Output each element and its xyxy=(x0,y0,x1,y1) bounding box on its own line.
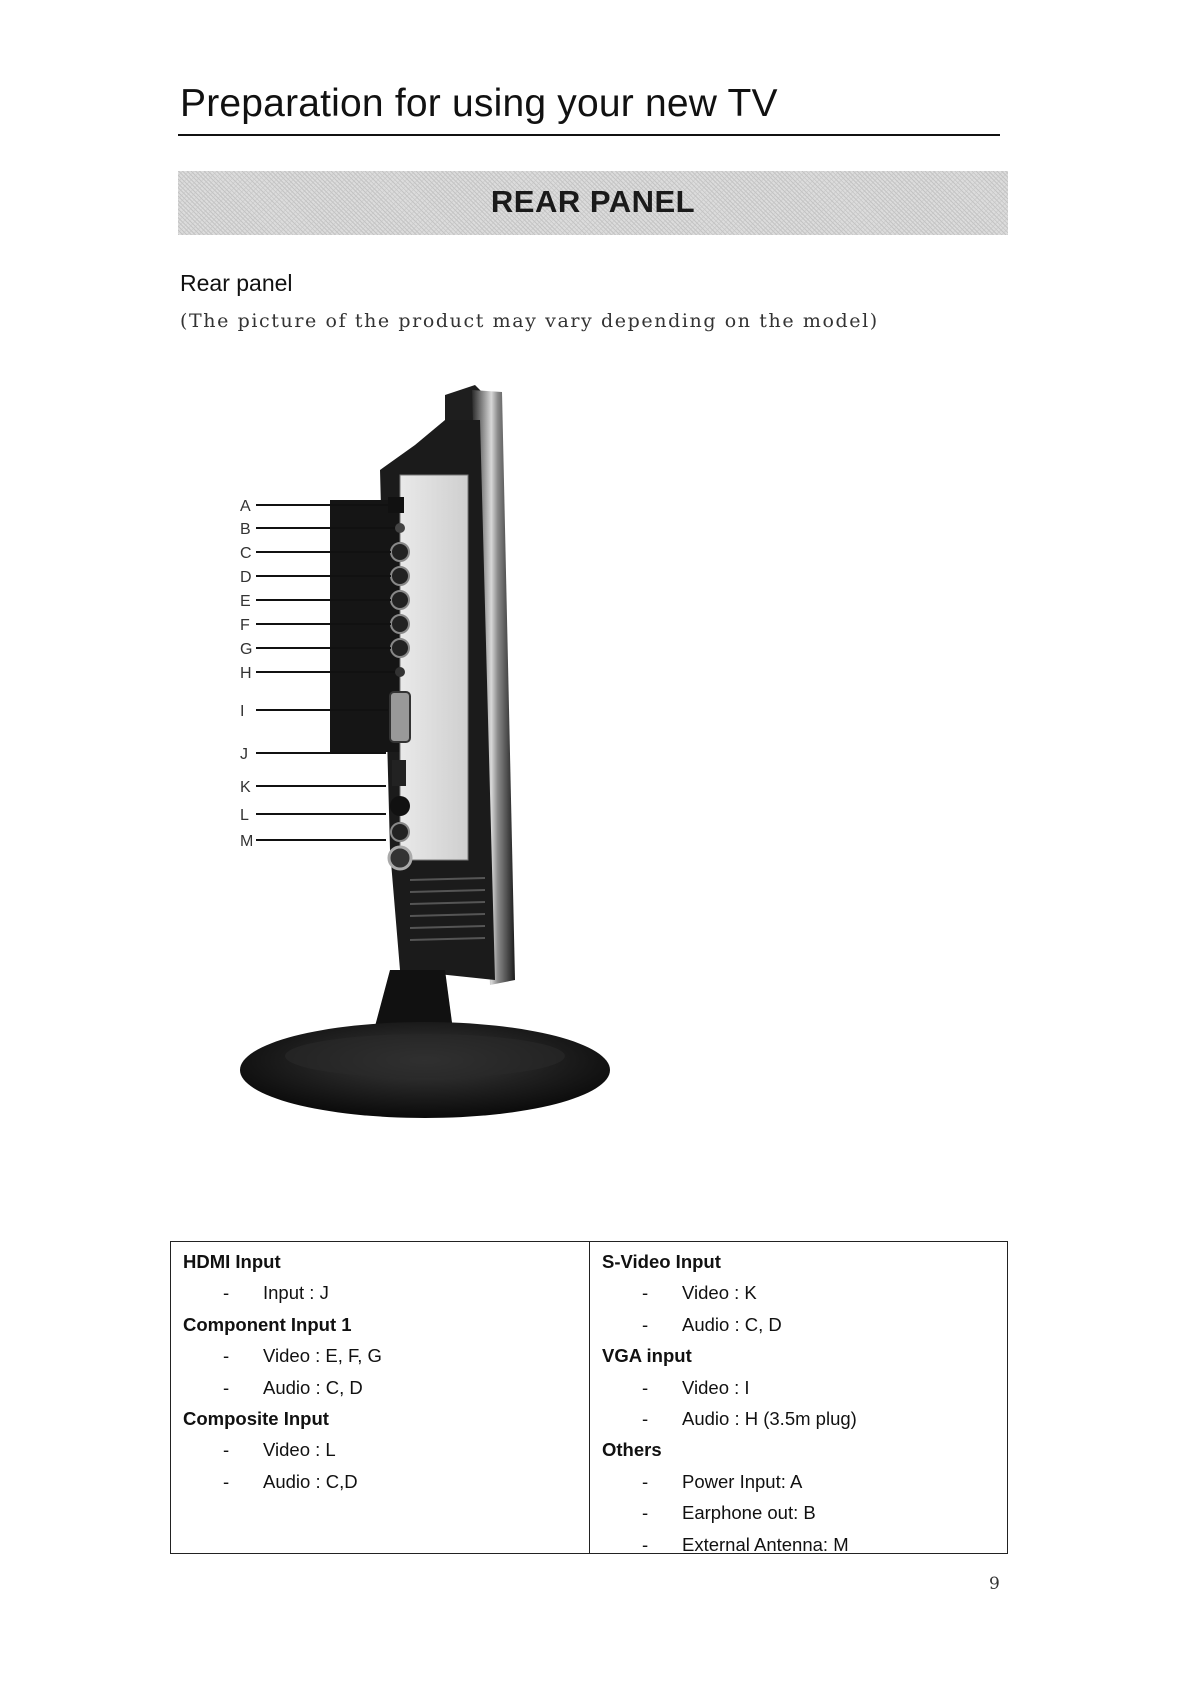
tv-side-view-illustration xyxy=(240,380,680,1170)
callout-label-j: J xyxy=(240,746,248,763)
page-title: Preparation for using your new TV xyxy=(180,82,778,125)
table-group-heading: Composite Input xyxy=(183,1407,329,1429)
minijack-port-icon xyxy=(395,667,405,677)
table-item-text: Video : L xyxy=(263,1439,336,1461)
table-item xyxy=(602,1529,997,1560)
table-item xyxy=(602,1403,997,1434)
table-item xyxy=(602,1466,997,1497)
callout-label-h: H xyxy=(240,665,252,682)
bullet-dash: - xyxy=(223,1439,230,1461)
table-item xyxy=(183,1466,579,1497)
earphone-port-icon xyxy=(395,523,405,533)
section-heading: Rear panel xyxy=(180,270,293,296)
rca-port-icon xyxy=(391,591,409,609)
table-item-text: Audio : C, D xyxy=(682,1313,782,1335)
table-item xyxy=(602,1497,997,1528)
callout-label-c: C xyxy=(240,545,252,562)
callout-label-d: D xyxy=(240,569,252,586)
table-item xyxy=(602,1372,997,1403)
table-item-text: Audio : H (3.5m plug) xyxy=(682,1407,857,1429)
vga-port-icon xyxy=(390,692,410,742)
callout-label-k: K xyxy=(240,779,251,796)
table-item-text: Earphone out: B xyxy=(682,1502,816,1524)
table-item-text: Audio : C,D xyxy=(263,1470,358,1492)
callout-label-b: B xyxy=(240,521,251,538)
tv-rear-panel-figure xyxy=(240,380,680,1170)
callout-label-g: G xyxy=(240,641,253,658)
title-underline xyxy=(178,134,1000,136)
table-group-heading: VGA input xyxy=(602,1345,692,1367)
bullet-dash: - xyxy=(642,1313,649,1335)
antenna-port-icon xyxy=(389,847,411,869)
bullet-dash: - xyxy=(223,1282,230,1304)
callout-label-e: E xyxy=(240,593,251,610)
callout-label-l: L xyxy=(240,807,249,824)
rca-port-icon xyxy=(391,567,409,585)
table-item xyxy=(183,1434,579,1465)
table-item-text: Input : J xyxy=(263,1282,329,1304)
bullet-dash: - xyxy=(642,1376,649,1398)
bullet-dash: - xyxy=(223,1345,230,1367)
table-item-text: Video : E, F, G xyxy=(263,1345,382,1367)
table-column-left xyxy=(171,1242,589,1553)
callout-label-a: A xyxy=(240,498,251,515)
hdmi-port-icon xyxy=(392,760,406,786)
input-specification-table xyxy=(170,1241,1008,1554)
rca-port-icon xyxy=(391,543,409,561)
tv-body xyxy=(240,385,610,1118)
rca-port-icon xyxy=(391,615,409,633)
rca-port-icon xyxy=(391,823,409,841)
bullet-dash: - xyxy=(642,1533,649,1555)
table-item xyxy=(183,1340,579,1371)
bullet-dash: - xyxy=(642,1502,649,1524)
table-column-right xyxy=(589,1242,1007,1553)
bullet-dash: - xyxy=(642,1407,649,1429)
svideo-port-icon xyxy=(390,796,410,816)
bullet-dash: - xyxy=(223,1470,230,1492)
model-variation-note: (The picture of the product may vary depending on the model) xyxy=(180,310,879,332)
table-item-text: Audio : C, D xyxy=(263,1376,363,1398)
page-number: 9 xyxy=(989,1574,1000,1594)
table-group-heading: Component Input 1 xyxy=(183,1313,352,1335)
callout-label-f: F xyxy=(240,617,250,634)
table-item-text: Power Input: A xyxy=(682,1470,803,1492)
table-group-heading: HDMI Input xyxy=(183,1251,281,1272)
power-port-icon xyxy=(388,497,404,513)
table-group-heading: S-Video Input xyxy=(602,1251,721,1272)
table-item-text: External Antenna: M xyxy=(682,1533,849,1555)
callout-label-m: M xyxy=(240,833,254,850)
callout-label-i: I xyxy=(240,703,245,720)
table-item xyxy=(183,1277,579,1308)
bullet-dash: - xyxy=(642,1470,649,1492)
rca-port-icon xyxy=(391,639,409,657)
table-item xyxy=(183,1372,579,1403)
bullet-dash: - xyxy=(223,1376,230,1398)
table-group-heading: Others xyxy=(602,1439,662,1461)
banner-title: REAR PANEL xyxy=(490,184,696,219)
table-item-text: Video : I xyxy=(682,1376,750,1398)
table-item xyxy=(602,1309,997,1340)
table-item xyxy=(602,1277,997,1308)
bullet-dash: - xyxy=(642,1282,649,1304)
table-item-text: Video : K xyxy=(682,1282,757,1304)
section-banner xyxy=(178,171,1008,235)
